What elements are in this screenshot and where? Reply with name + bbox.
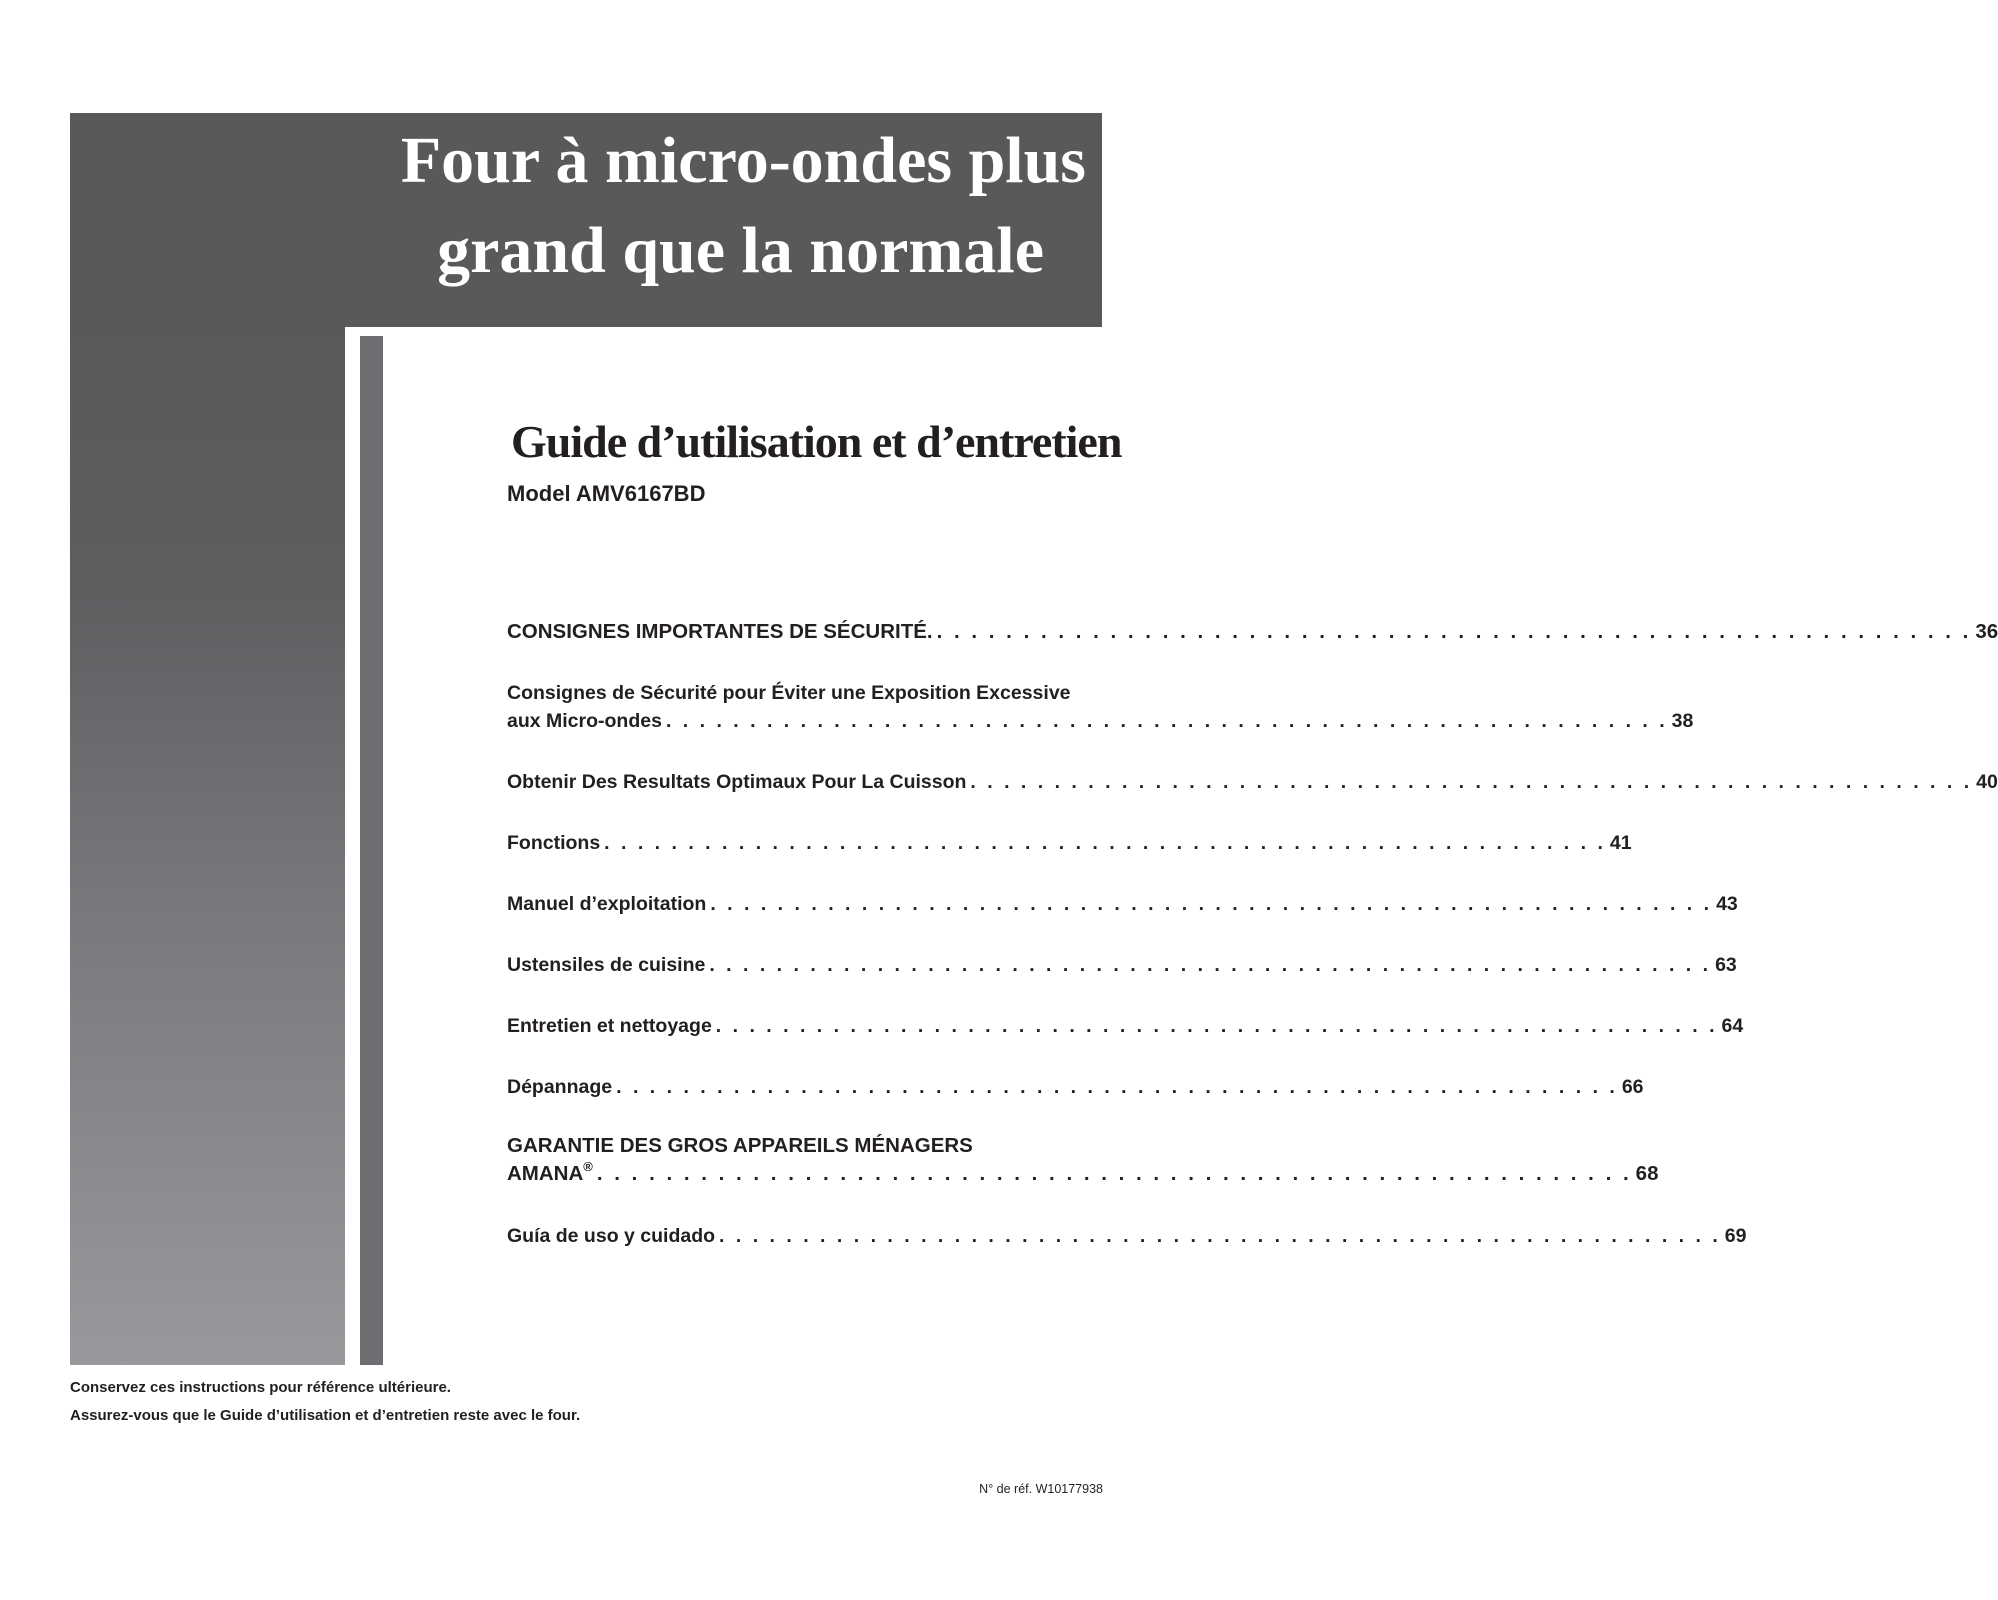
guide-subtitle: Guide d’utilisation et d’entretien	[511, 416, 1122, 467]
decorative-thin-bar	[360, 336, 383, 1365]
toc-item-ustensiles[interactable]	[507, 951, 1737, 979]
toc-label: Obtenir Des Resultats Optimaux Pour La Cuisson	[507, 771, 967, 793]
toc-page-number: 38	[1671, 710, 1694, 732]
toc-item-securite[interactable]	[507, 618, 1998, 646]
toc-leader: . . . . . . . . . . . . . . . . . . . . . . . . . . . . . . . . . . . . . . . . . . . . . . . . . . . . . . . . . . . .	[596, 1162, 1632, 1185]
toc-label-line-1: Consignes de Sécurité pour Éviter une Exposition Excessive	[507, 682, 1071, 704]
footer-note-1: Conservez ces instructions pour référence ultérieure.	[70, 1379, 451, 1396]
toc-page-number: 69	[1724, 1225, 1747, 1247]
toc-page-number: 36	[1975, 620, 1998, 643]
decorative-gradient-column	[70, 327, 345, 1365]
toc-leader: . . . . . . . . . . . . . . . . . . . . . . . . . . . . . . . . . . . . . . . . . . . . . . . . . . . . . . . . . . . .	[604, 832, 1606, 854]
toc-label: Fonctions	[507, 832, 601, 854]
toc-label: Ustensiles de cuisine	[507, 954, 706, 976]
toc-item-depannage[interactable]	[507, 1073, 1644, 1101]
toc-leader: . . . . . . . . . . . . . . . . . . . . . . . . . . . . . . . . . . . . . . . . . . . . . . . . . . . . . . . . . . . .	[709, 954, 1712, 976]
toc-leader: . . . . . . . . . . . . . . . . . . . . . . . . . . . . . . . . . . . . . . . . . . . . . . . . . . . . . . . . . . . .	[665, 710, 1668, 732]
toc-label: Entretien et nettoyage	[507, 1015, 712, 1037]
toc-item-cuisson[interactable]	[507, 768, 1998, 796]
toc-label: Guía de uso y cuidado	[507, 1225, 716, 1247]
toc-label: CONSIGNES IMPORTANTES DE SÉCURITÉ.	[507, 620, 933, 643]
footer-note-2: Assurez-vous que le Guide d’utilisation et d’entretien reste avec le four.	[70, 1407, 581, 1424]
toc-item-fonctions[interactable]	[507, 829, 1632, 857]
toc-item-garantie[interactable]	[507, 1132, 1659, 1188]
toc-label: Dépannage	[507, 1076, 613, 1098]
toc-item-micro-ondes[interactable]	[507, 679, 1694, 735]
toc-label: aux Micro-ondes	[507, 710, 662, 732]
toc-page-number: 41	[1609, 832, 1632, 854]
toc-page-number: 40	[1976, 771, 1998, 793]
toc-page-number: 63	[1715, 954, 1737, 976]
toc-page-number: 66	[1621, 1076, 1644, 1098]
toc-item-exploitation[interactable]	[507, 890, 1738, 918]
toc-leader: . . . . . . . . . . . . . . . . . . . . . . . . . . . . . . . . . . . . . . . . . . . . . . . . . . . . . . . . . . . .	[936, 620, 1972, 643]
toc-label: Manuel d’exploitation	[507, 893, 707, 915]
toc-label: AMANA	[507, 1162, 584, 1185]
toc-page-number: 68	[1635, 1162, 1659, 1185]
toc-leader: . . . . . . . . . . . . . . . . . . . . . . . . . . . . . . . . . . . . . . . . . . . . . . . . . . . . . . . . . . . .	[616, 1076, 1618, 1098]
page-title	[70, 116, 1086, 296]
title-line-2: grand que la normale	[437, 214, 1044, 287]
toc-item-entretien[interactable]	[507, 1012, 1744, 1040]
model-number: Model AMV6167BD	[507, 481, 706, 506]
toc-page-number: 43	[1716, 893, 1738, 915]
toc-leader: . . . . . . . . . . . . . . . . . . . . . . . . . . . . . . . . . . . . . . . . . . . . . . . . . . . . . . . . . . . .	[719, 1225, 1721, 1247]
toc-leader: . . . . . . . . . . . . . . . . . . . . . . . . . . . . . . . . . . . . . . . . . . . . . . . . . . . . . . . . . . . .	[710, 893, 1713, 915]
toc-label-line-1: GARANTIE DES GROS APPAREILS MÉNAGERS	[507, 1134, 973, 1157]
reference-number: N° de réf. W10177938	[979, 1482, 1103, 1496]
title-line-1: Four à micro-ondes plus	[400, 124, 1086, 197]
toc-item-guia[interactable]	[507, 1222, 1747, 1250]
registered-mark: ®	[583, 1159, 593, 1174]
toc-leader: . . . . . . . . . . . . . . . . . . . . . . . . . . . . . . . . . . . . . . . . . . . . . . . . . . . . . . . . . . . .	[970, 771, 1973, 793]
toc-page-number: 64	[1721, 1015, 1744, 1037]
toc-leader: . . . . . . . . . . . . . . . . . . . . . . . . . . . . . . . . . . . . . . . . . . . . . . . . . . . . . . . . . . . .	[715, 1015, 1718, 1037]
